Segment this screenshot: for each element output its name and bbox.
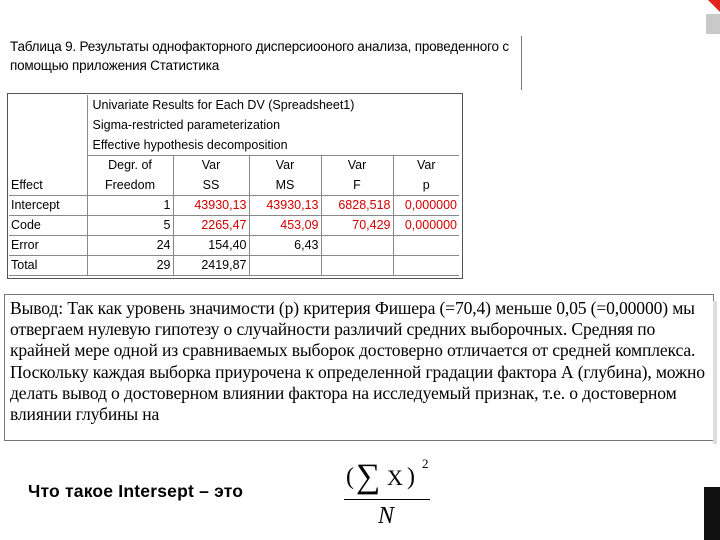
cell-ms [249, 255, 321, 275]
cell-ss: 154,40 [173, 235, 249, 255]
side-accent-bar [704, 487, 720, 540]
formula-denominator: N [378, 503, 395, 529]
row-effect-name: Total [9, 255, 87, 275]
caption-divider [521, 36, 522, 90]
table-header-line-1: Univariate Results for Each DV (Spreadsheet1) [87, 95, 459, 115]
cell-p [393, 235, 459, 255]
caption-title: Таблица 9. Результаты однофакторного дисперсиооного анализа, проведенного с помощью приложения Статистика [10, 39, 509, 73]
column-header-row-2: Effect Freedom SS MS F p [9, 175, 459, 195]
cell-f [321, 255, 393, 275]
cell-dof: 5 [87, 215, 173, 235]
col-header-dof: Degr. of [87, 155, 173, 175]
corner-accent-triangle [708, 0, 720, 12]
cell-dof: 29 [87, 255, 173, 275]
col-header-f: Var [321, 155, 393, 175]
formula-variable: X [387, 465, 403, 490]
formula-paren-right: ) [407, 464, 415, 490]
row-effect-name: Code [9, 215, 87, 235]
results-spreadsheet [7, 93, 463, 279]
sigma-icon: ∑ [356, 458, 381, 495]
cell-p [393, 255, 459, 275]
table-header-line-3: Effective hypothesis decomposition [87, 135, 459, 155]
table-header-row [9, 115, 459, 135]
formula-paren-left: ( [346, 464, 354, 490]
col-header-ms: Var [249, 155, 321, 175]
table-header-row [9, 135, 459, 155]
cell-p: 0,000000 [393, 215, 459, 235]
row-effect-name: Intercept [9, 195, 87, 215]
cell-p: 0,000000 [393, 195, 459, 215]
cell-f [321, 235, 393, 255]
question-text: Что такое Intersept – это [28, 481, 244, 501]
table-header-row [9, 95, 459, 115]
cell-ss: 2265,47 [173, 215, 249, 235]
table-caption [6, 36, 522, 90]
table-row [9, 255, 459, 275]
col-header-p: Var [393, 155, 459, 175]
formula-exponent: 2 [422, 456, 429, 471]
table-row [9, 195, 459, 215]
table-header-line-2: Sigma-restricted parameterization [87, 115, 459, 135]
cell-ms: 6,43 [249, 235, 321, 255]
cell-dof: 1 [87, 195, 173, 215]
cell-ms: 453,09 [249, 215, 321, 235]
cell-ss: 2419,87 [173, 255, 249, 275]
table-row [9, 215, 459, 235]
cell-f: 6828,518 [321, 195, 393, 215]
row-effect-name: Error [9, 235, 87, 255]
fraction-bar [344, 499, 430, 500]
conclusion-box [4, 294, 714, 441]
conclusion-shadow [713, 301, 717, 444]
table-row [9, 235, 459, 255]
sum-squared-formula [340, 456, 440, 532]
corner-accent-bar [706, 14, 720, 34]
col-header-effect: Effect [9, 175, 87, 195]
conclusion-text: Вывод: Так как уровень значимости (р) критерия Фишера (=70,4) меньше 0,05 (=0,00000) мы отвергаем нулевую гипотезу о случайности различий средних выборочных. Средняя по крайней мере одной из сравниваемых выборок достоверно отличается от средней комплекса. Поскольку каждая выборка приурочена к определенной градации фактора А (глубина), можно делать вывод о достоверном влиянии фактора на исследуемый признак, т.е. о достоверном влиянии глубины на [10, 298, 705, 425]
col-header-ss: Var [173, 155, 249, 175]
cell-dof: 24 [87, 235, 173, 255]
cell-f: 70,429 [321, 215, 393, 235]
column-header-row-1 [9, 155, 459, 175]
cell-ss: 43930,13 [173, 195, 249, 215]
cell-ms: 43930,13 [249, 195, 321, 215]
anova-table [9, 95, 459, 276]
